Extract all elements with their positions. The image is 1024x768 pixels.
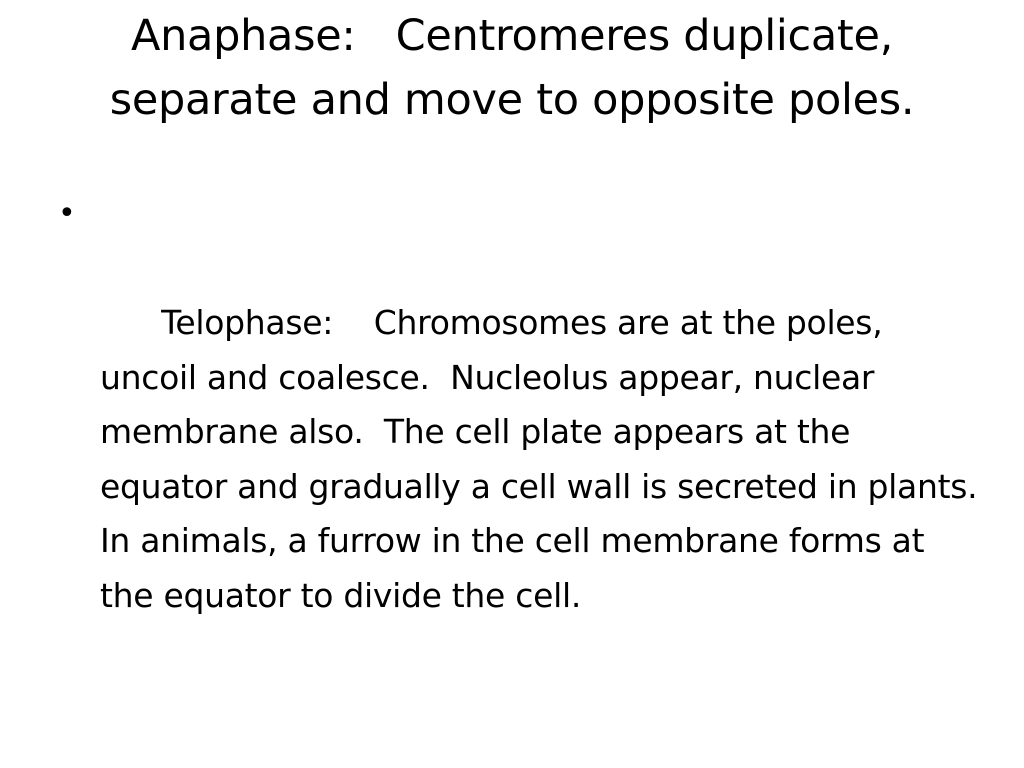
bullet-list [58, 187, 998, 678]
bullet-marker: • [58, 196, 76, 231]
slide-title: Anaphase: Centromeres duplicate, separate and move to opposite poles. [109, 11, 915, 125]
bullet-item [58, 187, 998, 678]
bullet-text: Telophase: Chromosomes are at the poles, uncoil and coalesce. Nucleolus appear, nuclear membrane also. The cell plate appears at the equator and gradually a cell wall is secreted in plants. In animals, a furrow in the cell membrane forms at the equator to divide the cell. [100, 303, 998, 615]
